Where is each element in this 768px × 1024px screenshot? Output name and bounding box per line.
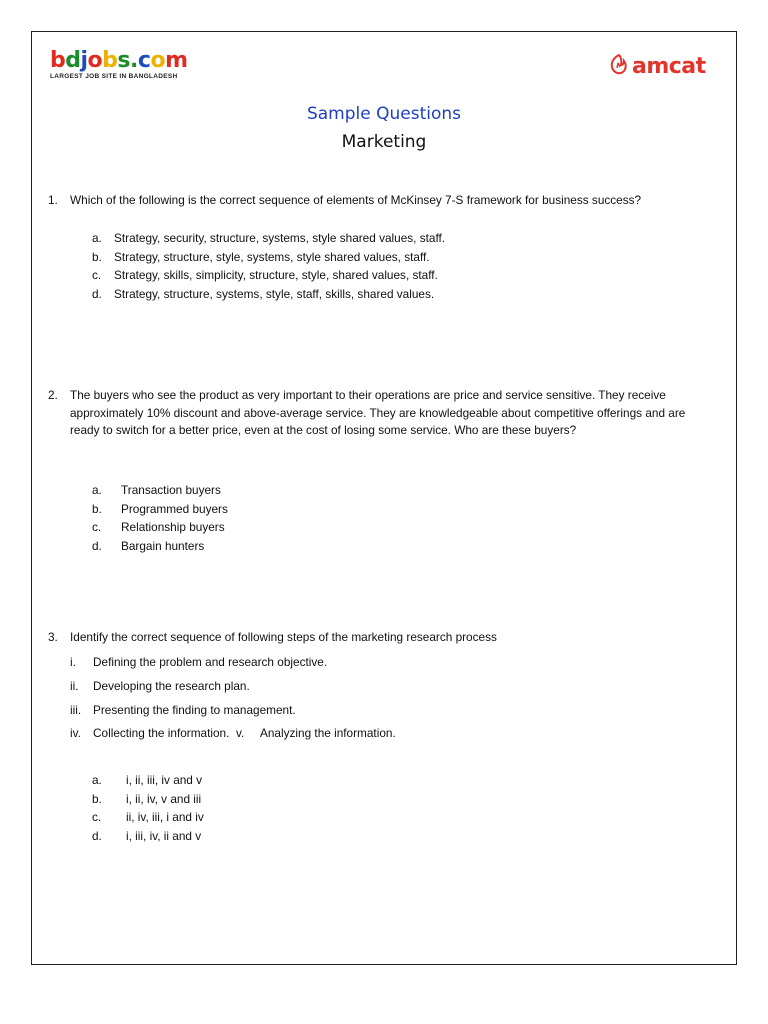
- option-text: i, ii, iv, v and iii: [126, 791, 202, 806]
- option-text: i, ii, iii, iv and v: [126, 773, 203, 787]
- step-numeral: iv.: [70, 726, 81, 740]
- bdjobs-tagline: LARGEST JOB SITE IN BANGLADESH: [50, 73, 178, 80]
- option-letter: a.: [92, 483, 102, 497]
- option-text: Strategy, skills, simplicity, structure, style, shared values, staff.: [114, 268, 438, 283]
- question-number: 2.: [48, 388, 58, 402]
- option-letter: c.: [92, 520, 102, 535]
- step-numeral: i.: [70, 655, 76, 669]
- option-text: Strategy, security, structure, systems, style shared values, staff.: [114, 231, 446, 245]
- question-number: 3.: [48, 630, 58, 644]
- question-text: The buyers who see the product as very important to their operations are price and service sensitive. They receive approximately 10% discount and above-average service. They are knowledgeable about competitive offerings and are ready to switch for a better price, even at the cost of losing some service. Who are these buyers?: [70, 388, 686, 437]
- question-number: 1.: [48, 193, 58, 207]
- step-text: Presenting the finding to management.: [93, 703, 296, 717]
- option-letter: d.: [92, 539, 102, 554]
- page-title: Sample Questions: [306, 104, 462, 124]
- amcat-logo: [609, 54, 706, 78]
- option-text: Transaction buyers: [121, 483, 221, 497]
- step-numeral: iii.: [70, 703, 82, 717]
- option-text: Relationship buyers: [121, 520, 225, 535]
- bdjobs-logo: [50, 50, 210, 80]
- option-text: Bargain hunters: [121, 539, 205, 554]
- page-subtitle: Marketing: [341, 132, 427, 152]
- amcat-flame-icon: [609, 53, 629, 80]
- amcat-logo-text: amcat: [632, 53, 706, 79]
- option-letter: a.: [92, 231, 102, 245]
- option-letter: b.: [92, 791, 102, 806]
- option-letter: a.: [92, 773, 102, 787]
- question-text: Which of the following is the correct sequence of elements of McKinsey 7-S framework for business success?: [70, 193, 642, 207]
- option-text: ii, iv, iii, i and iv: [126, 810, 204, 825]
- option-letter: d.: [92, 287, 102, 302]
- bdjobs-brand-text: bdjobs.com: [50, 48, 188, 73]
- option-text: Strategy, structure, systems, style, staff, skills, shared values.: [114, 287, 435, 302]
- option-text: Strategy, structure, style, systems, style shared values, staff.: [114, 249, 430, 264]
- step-text: Defining the problem and research objective.: [93, 655, 328, 669]
- option-letter: b.: [92, 249, 102, 264]
- step-text: Developing the research plan.: [93, 679, 250, 693]
- option-text: i, iii, iv, ii and v: [126, 829, 202, 844]
- option-text: Programmed buyers: [121, 501, 228, 516]
- option-letter: d.: [92, 829, 102, 844]
- option-letter: b.: [92, 501, 102, 516]
- step-numeral: ii.: [70, 679, 79, 693]
- question-text: Identify the correct sequence of following steps of the marketing research process: [70, 630, 497, 644]
- option-letter: c.: [92, 810, 102, 825]
- step-text: Collecting the information. v. Analyzing the information.: [93, 726, 396, 740]
- option-letter: c.: [92, 268, 102, 283]
